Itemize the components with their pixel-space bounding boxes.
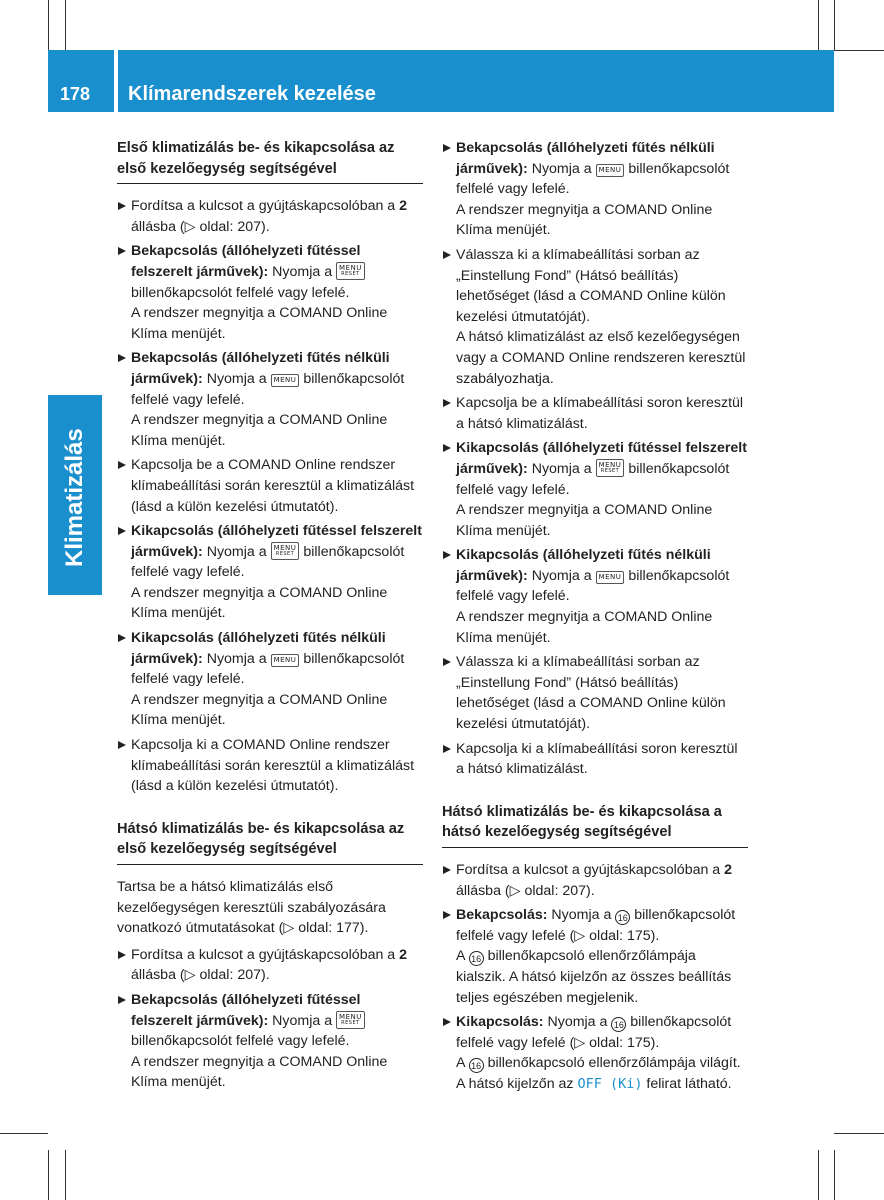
circled-16-icon: 16	[469, 1058, 484, 1073]
menu-reset-key-icon: MENU RESET	[596, 459, 625, 477]
crop-mark	[65, 1150, 66, 1200]
crop-mark	[834, 50, 884, 51]
list-item: Kikapcsolás (állóhelyzeti fűtés nélküli járművek): Nyomja a MENU billenőkapcsolót felfelé vagy lefelé. A rendszer megnyitja a COMAND Online Klíma menüjét.	[442, 545, 748, 648]
list-item: Kapcsolja be a klímabeállítási soron keresztül a hátsó klimatizálást.	[442, 393, 748, 434]
crop-mark	[0, 1133, 48, 1134]
menu-reset-key-icon: MENU RESET	[271, 542, 300, 560]
side-tab	[48, 395, 102, 595]
right-column	[442, 138, 748, 1099]
menu-key-icon: MENU	[271, 374, 300, 387]
list-item: Fordítsa a kulcsot a gyújtáskapcsolóban a 2 állásba (▷ oldal: 207).	[117, 945, 423, 986]
list-item: Kikapcsolás: Nyomja a 16 billenőkapcsolót felfelé vagy lefelé (▷ oldal: 175). A 16 billenőkapcsoló ellenőrzőlámpája világít. A hátsó kijelzőn az OFF (Ki) felirat látható.	[442, 1012, 748, 1094]
menu-reset-key-icon: MENU RESET	[336, 1011, 365, 1029]
page-number: 178	[60, 84, 91, 104]
crop-mark	[818, 1150, 819, 1200]
list-item: Bekapcsolás (állóhelyzeti fűtés nélküli járművek): Nyomja a MENU billenőkapcsolót felfelé vagy lefelé. A rendszer megnyitja a COMAND Online Klíma menüjét.	[117, 348, 423, 451]
list-item: Fordítsa a kulcsot a gyújtáskapcsolóban a 2 állásba (▷ oldal: 207).	[442, 860, 748, 901]
section-heading: Első klimatizálás be- és kikapcsolása az első kezelőegység segítségével	[117, 138, 423, 184]
menu-reset-key-icon: MENU RESET	[336, 262, 365, 280]
crop-mark	[48, 0, 49, 50]
list-item: Kikapcsolás (állóhelyzeti fűtés nélküli járművek): Nyomja a MENU billenőkapcsolót felfelé vagy lefelé. A rendszer megnyitja a COMAND Online Klíma menüjét.	[117, 628, 423, 731]
crop-mark	[834, 0, 835, 50]
list-item: Kapcsolja ki a klímabeállítási soron keresztül a hátsó klimatizálást.	[442, 739, 748, 780]
list-item: Bekapcsolás: Nyomja a 16 billenőkapcsolót felfelé vagy lefelé (▷ oldal: 175). A 16 billenőkapcsoló ellenőrzőlámpája kialszik. A hátsó kijelzőn az összes beállítás teljes egészében megjelenik.	[442, 905, 748, 1008]
list-item: Kikapcsolás (állóhelyzeti fűtéssel felszerelt járművek): Nyomja a MENU RESET billenőkapcsolót felfelé vagy lefelé. A rendszer megnyitja a COMAND Online Klíma menüjét.	[442, 438, 748, 541]
section-heading: Hátsó klimatizálás be- és kikapcsolása a hátsó kezelőegység segítségével	[442, 802, 748, 848]
circled-16-icon: 16	[611, 1017, 626, 1032]
list-item: Bekapcsolás (állóhelyzeti fűtés nélküli járművek): Nyomja a MENU billenőkapcsolót felfelé vagy lefelé. A rendszer megnyitja a COMAND Online Klíma menüjét.	[442, 138, 748, 241]
page-number-box	[48, 50, 114, 112]
list-item: Válassza ki a klímabeállítási sorban az „Einstellung Fond” (Hátsó beállítás) lehetőséget (lásd a COMAND Online külön kezelési útmutatóját). A hátsó klimatizálást az első kezelőegységen vagy a COMAND Online rendszeren keresztül szabályozhatja.	[442, 245, 748, 389]
intro-paragraph: Tartsa be a hátsó klimatizálás első kezelőegységen keresztüli szabályozására vonatkozó útmutatásokat (▷ oldal: 177).	[117, 879, 386, 937]
list-item: Kikapcsolás (állóhelyzeti fűtéssel felszerelt járművek): Nyomja a MENU RESET billenőkapcsolót felfelé vagy lefelé. A rendszer megnyitja a COMAND Online Klíma menüjét.	[117, 521, 423, 624]
side-tab-label: Klimatizálás	[61, 428, 88, 567]
crop-mark	[834, 1150, 835, 1200]
circled-16-icon: 16	[615, 910, 630, 925]
circled-16-icon: 16	[469, 951, 484, 966]
page-title: Klímarendszerek kezelése	[118, 50, 834, 112]
list-item: Kapcsolja be a COMAND Online rendszer klímabeállítási során keresztül a klimatizálást (lásd a külön kezelési útmutatót).	[117, 455, 423, 517]
menu-key-icon: MENU	[596, 164, 625, 177]
list-item: Fordítsa a kulcsot a gyújtáskapcsolóban a 2 állásba (▷ oldal: 207).	[117, 196, 423, 237]
crop-mark	[818, 0, 819, 50]
list-item: Kapcsolja ki a COMAND Online rendszer klímabeállítási során keresztül a klimatizálást (lásd a külön kezelési útmutatót).	[117, 735, 423, 797]
crop-mark	[834, 1133, 884, 1134]
display-text: OFF (Ki)	[577, 1075, 643, 1092]
crop-mark	[48, 1150, 49, 1200]
list-item: Bekapcsolás (állóhelyzeti fűtéssel felszerelt járművek): Nyomja a MENU RESET billenőkapcsolót felfelé vagy lefelé. A rendszer megnyitja a COMAND Online Klíma menüjét.	[117, 241, 423, 344]
list-item: Bekapcsolás (állóhelyzeti fűtéssel felszerelt járművek): Nyomja a MENU RESET billenőkapcsolót felfelé vagy lefelé. A rendszer megnyitja a COMAND Online Klíma menüjét.	[117, 990, 423, 1093]
list-item: Válassza ki a klímabeállítási sorban az „Einstellung Fond” (Hátsó beállítás) lehetőséget (lásd a COMAND Online külön kezelési útmutatóját).	[442, 652, 748, 734]
menu-key-icon: MENU	[596, 571, 625, 584]
menu-key-icon: MENU	[271, 654, 300, 667]
crop-mark	[65, 0, 66, 50]
left-column	[117, 138, 423, 1097]
section-heading: Hátsó klimatizálás be- és kikapcsolása az első kezelőegység segítségével	[117, 819, 423, 865]
